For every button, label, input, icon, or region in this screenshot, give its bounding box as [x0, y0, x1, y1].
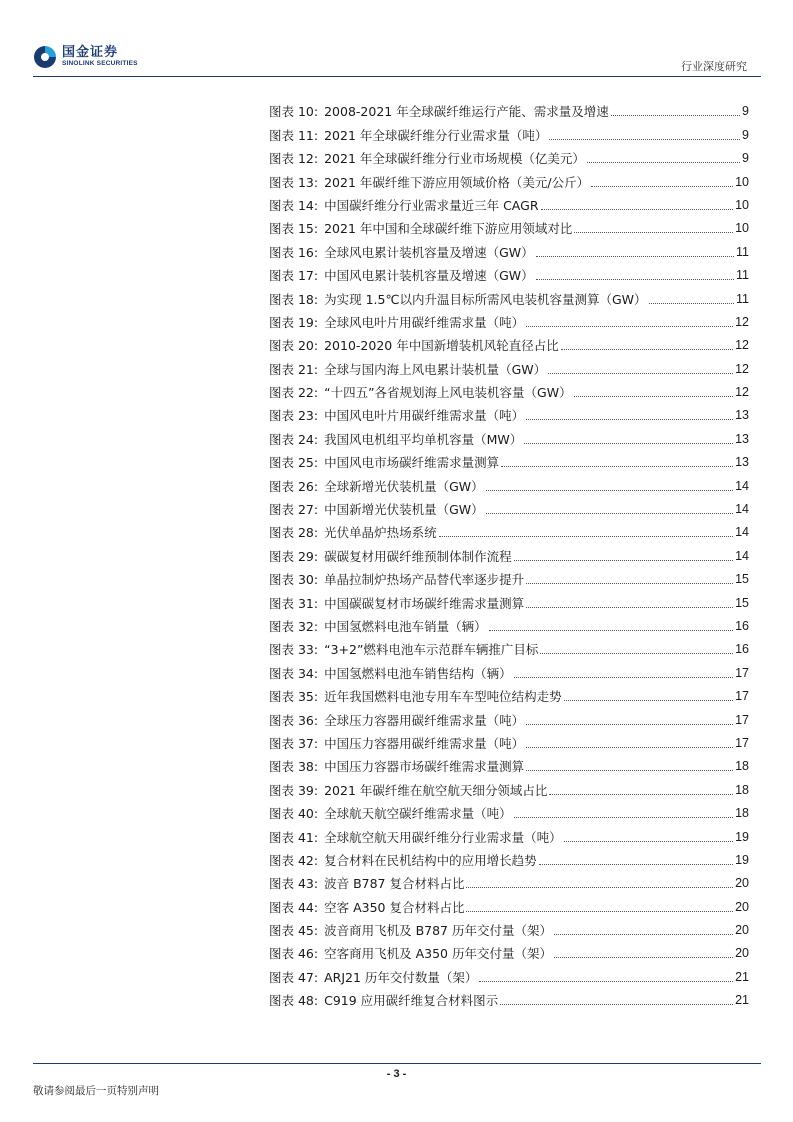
toc-dot-leader	[574, 232, 733, 233]
toc-entry-title: 近年我国燃料电池专用车车型吨位结构走势	[324, 689, 562, 705]
toc-entry-page: 20	[735, 899, 749, 914]
toc-entry-page: 20	[735, 876, 749, 891]
toc-entry-page: 20	[735, 946, 749, 961]
toc-entry-page: 10	[735, 174, 749, 189]
toc-entry-title: 中国风电叶片用碳纤维需求量（吨）	[324, 408, 525, 424]
toc-entry-label: 图表 43:	[269, 876, 319, 892]
toc-entry-page: 12	[735, 361, 749, 376]
toc-entry-title: 光伏单晶炉热场系统	[324, 525, 437, 541]
toc-entry-page: 15	[735, 595, 749, 610]
toc-entry-label: 图表 45:	[269, 923, 319, 939]
toc-entry-title: 空客商用飞机及 A350 历年交付量（架）	[324, 946, 552, 962]
toc-dot-leader	[526, 747, 733, 748]
toc-entry-page: 11	[736, 268, 749, 283]
toc-entry-label: 图表 29:	[269, 548, 319, 564]
toc-entry-label: 图表 18:	[269, 291, 319, 307]
page-header	[0, 0, 793, 80]
toc-dot-leader	[486, 490, 733, 491]
toc-entry-title: 2021 年全球碳纤维分行业市场规模（亿美元）	[324, 151, 585, 167]
toc-entry[interactable]	[269, 400, 749, 423]
toc-entry-title: 中国碳碳复材市场碳纤维需求量测算	[324, 595, 525, 611]
toc-entry-label: 图表 41:	[269, 829, 319, 845]
toc-entry[interactable]	[269, 868, 749, 891]
toc-dot-leader	[439, 536, 733, 537]
toc-entry-label: 图表 23:	[269, 408, 319, 424]
toc-entry-page: 18	[735, 806, 749, 821]
toc-entry-title: 2008-2021 年全球碳纤维运行产能、需求量及增速	[324, 104, 609, 120]
toc-entry[interactable]	[269, 353, 749, 376]
toc-entry[interactable]	[269, 985, 749, 1008]
toc-entry-label: 图表 22:	[269, 385, 319, 401]
toc-dot-leader	[564, 841, 733, 842]
toc-entry[interactable]	[269, 774, 749, 797]
toc-entry-title: 复合材料在民机结构中的应用增长趋势	[324, 852, 537, 868]
toc-entry[interactable]	[269, 307, 749, 330]
toc-entry[interactable]	[269, 821, 749, 844]
toc-entry-label: 图表 26:	[269, 478, 319, 494]
toc-entry-label: 图表 37:	[269, 735, 319, 751]
toc-entry-label: 图表 47:	[269, 969, 319, 985]
toc-dot-leader	[524, 443, 733, 444]
toc-dot-leader	[649, 303, 734, 304]
toc-entry-title: 全球风电累计装机容量及增速（GW）	[324, 244, 534, 260]
toc-entry-page: 10	[735, 197, 749, 212]
footer-divider	[33, 1063, 761, 1064]
toc-entry[interactable]	[269, 190, 749, 213]
toc-entry-label: 图表 36:	[269, 712, 319, 728]
toc-entry-title: 波音商用飞机及 B787 历年交付量（架）	[324, 923, 552, 939]
toc-entry-page: 18	[735, 759, 749, 774]
toc-entry-title: 全球航天航空碳纤维需求量（吨）	[324, 806, 512, 822]
toc-dot-leader	[536, 279, 734, 280]
toc-entry[interactable]	[269, 728, 749, 751]
toc-entry-label: 图表 46:	[269, 946, 319, 962]
toc-entry-title: 中国压力容器用碳纤维需求量（吨）	[324, 735, 525, 751]
toc-entry-title: 中国风电市场碳纤维需求量测算	[324, 455, 500, 471]
toc-entry-page: 16	[735, 642, 749, 657]
toc-entry-title: 全球航空航天用碳纤维分行业需求量（吨）	[324, 829, 562, 845]
toc-dot-leader	[466, 911, 733, 912]
toc-entry-page: 12	[735, 385, 749, 400]
toc-dot-leader	[591, 186, 733, 187]
toc-entry[interactable]	[269, 751, 749, 774]
toc-entry-title: 中国压力容器市场碳纤维需求量测算	[324, 759, 525, 775]
toc-entry[interactable]	[269, 96, 749, 119]
toc-entry[interactable]	[269, 587, 749, 610]
toc-entry-page: 13	[735, 408, 749, 423]
toc-entry-title: C919 应用碳纤维复合材料图示	[324, 993, 499, 1009]
toc-entry-title: 我国风电机组平均单机容量（MW）	[324, 431, 523, 447]
toc-entry[interactable]	[269, 236, 749, 259]
toc-dot-leader	[479, 981, 733, 982]
toc-entry[interactable]	[269, 143, 749, 166]
toc-dot-leader	[536, 256, 734, 257]
toc-entry-page: 17	[735, 712, 749, 727]
toc-entry-label: 图表 10:	[269, 104, 319, 120]
toc-entry-label: 图表 13:	[269, 174, 319, 190]
toc-entry-page: 16	[735, 618, 749, 633]
toc-entry-title: 空客 A350 复合材料占比	[324, 899, 465, 915]
toc-dot-leader	[561, 349, 733, 350]
toc-entry-page: 18	[735, 782, 749, 797]
toc-entry[interactable]	[269, 283, 749, 306]
toc-dot-leader	[549, 139, 740, 140]
toc-entry-title: 2021 年碳纤维下游应用领域价格（美元/公斤）	[324, 174, 590, 190]
toc-entry-label: 图表 44:	[269, 899, 319, 915]
toc-entry[interactable]	[269, 961, 749, 984]
toc-entry[interactable]	[269, 517, 749, 540]
logo-english-name: SINOLINK SECURITIES	[62, 60, 138, 67]
toc-entry-page: 15	[735, 572, 749, 587]
toc-entry[interactable]	[269, 447, 749, 470]
toc-entry-title: 2010-2020 年中国新增装机风轮直径占比	[324, 338, 559, 354]
toc-entry[interactable]	[269, 260, 749, 283]
toc-entry-page: 13	[735, 455, 749, 470]
toc-entry-label: 图表 14:	[269, 197, 319, 213]
toc-entry-label: 图表 33:	[269, 642, 319, 658]
toc-entry-page: 12	[735, 338, 749, 353]
toc-entry[interactable]	[269, 540, 749, 563]
toc-entry-page: 9	[742, 151, 749, 166]
toc-dot-leader	[514, 817, 733, 818]
toc-entry-title: 2021 年碳纤维在航空航天细分领域占比	[324, 782, 548, 798]
toc-entry-title: 中国碳纤维分行业需求量近三年 CAGR	[324, 197, 539, 213]
toc-dot-leader	[548, 373, 733, 374]
toc-entry-page: 14	[735, 502, 749, 517]
toc-dot-leader	[514, 560, 733, 561]
toc-dot-leader	[500, 1004, 733, 1005]
toc-dot-leader	[540, 653, 733, 654]
toc-entry-title: 全球风电叶片用碳纤维需求量（吨）	[324, 314, 525, 330]
toc-dot-leader	[554, 957, 733, 958]
toc-entry-page: 21	[735, 969, 749, 984]
toc-dot-leader	[554, 934, 733, 935]
toc-entry-label: 图表 30:	[269, 572, 319, 588]
sinolink-logo-icon	[33, 45, 57, 69]
toc-dot-leader	[501, 466, 733, 467]
toc-entry-title: 全球压力容器用碳纤维需求量（吨）	[324, 712, 525, 728]
toc-entry-title: 波音 B787 复合材料占比	[324, 876, 465, 892]
toc-entry[interactable]	[269, 611, 749, 634]
toc-entry[interactable]	[269, 681, 749, 704]
toc-dot-leader	[539, 864, 733, 865]
toc-entry-label: 图表 39:	[269, 782, 319, 798]
toc-dot-leader	[526, 770, 733, 771]
toc-entry-page: 14	[735, 525, 749, 540]
toc-entry-title: 全球与国内海上风电累计装机量（GW）	[324, 361, 547, 377]
toc-entry-label: 图表 31:	[269, 595, 319, 611]
toc-entry-label: 图表 11:	[269, 127, 319, 143]
toc-entry-label: 图表 15:	[269, 221, 319, 237]
toc-entry-label: 图表 28:	[269, 525, 319, 541]
toc-entry-title: 2021 年全球碳纤维分行业需求量（吨）	[324, 127, 548, 143]
toc-dot-leader	[526, 583, 733, 584]
toc-entry-page: 17	[735, 735, 749, 750]
toc-entry[interactable]	[269, 564, 749, 587]
toc-entry-title: 单晶拉制炉热场产品替代率逐步提升	[324, 572, 525, 588]
toc-entry-label: 图表 48:	[269, 993, 319, 1009]
toc-entry-label: 图表 42:	[269, 852, 319, 868]
toc-entry-title: 中国氢燃料电池车销售结构（辆）	[324, 665, 512, 681]
toc-entry-label: 图表 16:	[269, 244, 319, 260]
toc-dot-leader	[489, 630, 733, 631]
toc-entry[interactable]	[269, 938, 749, 961]
toc-entry-title: “3+2”燃料电池车示范群车辆推广目标	[324, 642, 539, 658]
toc-dot-leader	[526, 724, 733, 725]
toc-entry[interactable]	[269, 330, 749, 353]
page-number: - 3 -	[386, 1068, 407, 1080]
toc-entry[interactable]	[269, 915, 749, 938]
disclaimer-note: 敬请参阅最后一页特别声明	[33, 1085, 159, 1097]
toc-entry[interactable]	[269, 657, 749, 680]
toc-entry[interactable]	[269, 845, 749, 868]
toc-entry-label: 图表 35:	[269, 689, 319, 705]
toc-entry-page: 10	[735, 221, 749, 236]
toc-entry[interactable]	[269, 166, 749, 189]
toc-entry-label: 图表 27:	[269, 502, 319, 518]
toc-entry-label: 图表 12:	[269, 151, 319, 167]
toc-entry-page: 9	[742, 104, 749, 119]
toc-entry-label: 图表 24:	[269, 431, 319, 447]
toc-entry-title: 为实现 1.5℃以内升温目标所需风电装机容量测算（GW）	[324, 291, 647, 307]
toc-entry[interactable]	[269, 634, 749, 657]
toc-entry[interactable]	[269, 423, 749, 446]
toc-entry-page: 14	[735, 548, 749, 563]
toc-entry-label: 图表 20:	[269, 338, 319, 354]
logo-chinese-name: 国金证券	[62, 45, 119, 60]
toc-entry-title: 2021 年中国和全球碳纤维下游应用领域对比	[324, 221, 573, 237]
toc-entry[interactable]	[269, 213, 749, 236]
toc-dot-leader	[526, 607, 733, 608]
toc-entry-label: 图表 19:	[269, 314, 319, 330]
toc-dot-leader	[486, 513, 733, 514]
toc-entry[interactable]	[269, 704, 749, 727]
toc-entry-page: 17	[735, 689, 749, 704]
toc-entry-label: 图表 25:	[269, 455, 319, 471]
table-of-figures	[269, 96, 749, 1008]
toc-entry-page: 9	[742, 127, 749, 142]
toc-entry[interactable]	[269, 470, 749, 493]
toc-entry-title: 中国氢燃料电池车销量（辆）	[324, 618, 487, 634]
toc-entry-title: 碳碳复材用碳纤维预制体制作流程	[324, 548, 512, 564]
toc-entry[interactable]	[269, 798, 749, 821]
toc-entry-page: 12	[735, 314, 749, 329]
toc-dot-leader	[549, 794, 733, 795]
toc-entry-label: 图表 17:	[269, 268, 319, 284]
toc-entry-label: 图表 21:	[269, 361, 319, 377]
toc-entry-label: 图表 40:	[269, 806, 319, 822]
sinolink-logo	[33, 45, 138, 69]
toc-dot-leader	[574, 396, 734, 397]
toc-entry-page: 13	[735, 431, 749, 446]
toc-dot-leader	[611, 115, 740, 116]
toc-dot-leader	[541, 209, 734, 210]
toc-entry-page: 19	[735, 852, 749, 867]
toc-entry-title: “十四五”各省规划海上风电装机容量（GW）	[324, 385, 572, 401]
toc-entry[interactable]	[269, 891, 749, 914]
toc-entry-page: 11	[736, 244, 749, 259]
toc-entry-page: 11	[736, 291, 749, 306]
toc-entry[interactable]	[269, 377, 749, 400]
toc-entry-label: 图表 34:	[269, 665, 319, 681]
toc-entry-title: 中国风电累计装机容量及增速（GW）	[324, 268, 534, 284]
toc-entry[interactable]	[269, 494, 749, 517]
toc-entry-label: 图表 38:	[269, 759, 319, 775]
toc-dot-leader	[466, 887, 733, 888]
report-type-label: 行业深度研究	[681, 60, 747, 73]
toc-entry-page: 19	[735, 829, 749, 844]
toc-dot-leader	[514, 677, 733, 678]
toc-entry-title: ARJ21 历年交付数量（架）	[324, 969, 478, 985]
toc-dot-leader	[526, 419, 733, 420]
toc-dot-leader	[526, 326, 733, 327]
toc-dot-leader	[564, 700, 733, 701]
toc-entry-label: 图表 32:	[269, 618, 319, 634]
header-divider	[33, 76, 761, 77]
toc-entry-page: 17	[735, 665, 749, 680]
toc-dot-leader	[587, 162, 740, 163]
toc-entry[interactable]	[269, 119, 749, 142]
toc-entry-title: 全球新增光伏装机量（GW）	[324, 478, 484, 494]
toc-entry-page: 21	[735, 993, 749, 1008]
toc-entry-page: 20	[735, 923, 749, 938]
toc-entry-title: 中国新增光伏装机量（GW）	[324, 502, 484, 518]
toc-entry-page: 14	[735, 478, 749, 493]
